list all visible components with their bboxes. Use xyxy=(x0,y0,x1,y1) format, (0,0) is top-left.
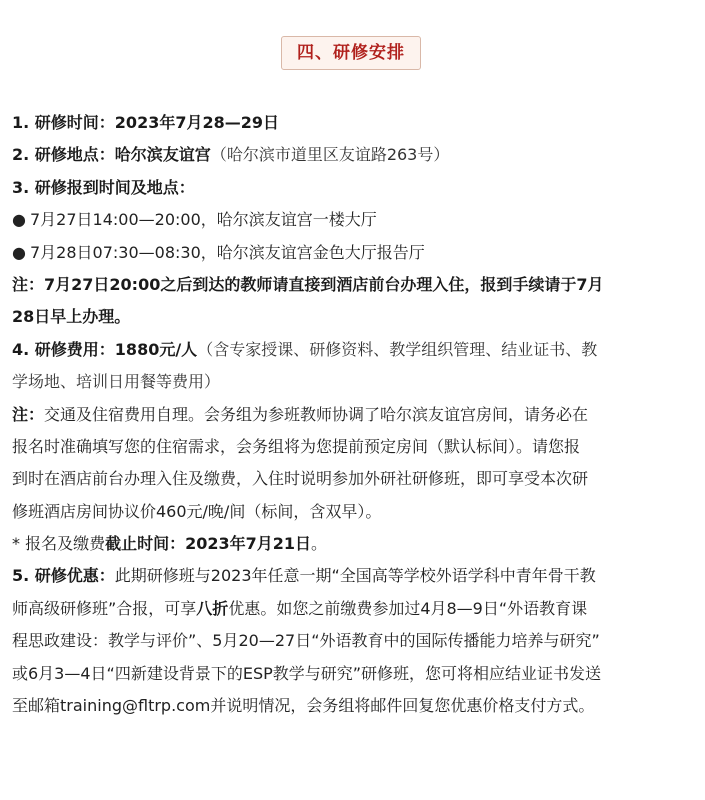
note2-line-2: 报名时准确填写您的住宿需求，会务组将为您提前预定房间（默认标间）。请您报 xyxy=(12,436,581,456)
discount-label: 5. 研修优惠： xyxy=(12,566,115,586)
discount-text-b: 优惠。如您之前缴费参加过4月8—9日“外语教育课 xyxy=(228,598,588,618)
bullet-text: 7月28日07:30—08:30，哈尔滨友谊宫金色大厅报告厅 xyxy=(30,242,425,262)
time-value: 2023年7月28—29日 xyxy=(114,113,279,132)
discount-text: 此期研修班与2023年任意一期“全国高等学校外语学科中青年骨干教 xyxy=(114,566,596,586)
discount-text-a: 师高级研修班”合报，可享 xyxy=(12,598,197,618)
note2-text: 交通及住宿费用自理。会务组为参班教师协调了哈尔滨友谊宫房间，请务必在 xyxy=(44,404,589,424)
bullet-icon: ● xyxy=(12,210,26,230)
note1-line-2: 28日早上办理。 xyxy=(12,307,131,327)
item-fee xyxy=(12,334,692,366)
discount-line-5: 至邮箱training@fltrp.com并说明情况，会务组将邮件回复您优惠价格支付方式。 xyxy=(12,696,595,716)
discount-line-2 xyxy=(12,593,692,625)
note1-line-1: 注：7月27日20:00之后到达的教师请直接到酒店前台办理入住，报到手续请于7月 xyxy=(12,274,604,294)
bullet-text: 7月27日14:00—20:00，哈尔滨友谊宫一楼大厅 xyxy=(30,210,377,230)
deadline-value: 截止时间：2023年7月21日 xyxy=(105,534,312,554)
registration-bullet-1 xyxy=(12,204,692,236)
note2-line-4: 修班酒店房间协议价460元/晚/间（标间，含双早）。 xyxy=(12,501,382,521)
discount-line-3: 程思政建设：教学与评价”、5月20—27日“外语教育中的国际传播能力培养与研究” xyxy=(12,631,600,651)
discount-rate: 八折 xyxy=(196,598,229,618)
registration-label: 3. 研修报到时间及地点： xyxy=(12,177,195,197)
section-title: 四、研修安排 xyxy=(281,36,421,70)
note2-line-1 xyxy=(12,399,692,431)
deadline-line xyxy=(12,528,692,560)
fee-value: 1880元/人 xyxy=(114,339,198,359)
item-time xyxy=(12,107,692,139)
note2-line-3: 到时在酒店前台办理入住及缴费，入住时说明参加外研社研修班，即可享受本次研 xyxy=(12,469,589,489)
place-label: 2. 研修地点： xyxy=(12,145,115,165)
place-address: （哈尔滨市道里区友谊路263号） xyxy=(210,145,450,165)
arrangement-content xyxy=(12,107,692,722)
item-place xyxy=(12,139,692,171)
registration-bullet-2 xyxy=(12,237,692,269)
deadline-suffix: 。 xyxy=(311,534,328,554)
fee-detail: （含专家授课、研修资料、教学组织管理、结业证书、教 xyxy=(197,339,598,359)
fee-label: 4. 研修费用： xyxy=(12,339,115,359)
fee-line-2: 学场地、培训日用餐等费用） xyxy=(12,372,221,392)
deadline-prefix: * 报名及缴费 xyxy=(12,534,106,554)
place-venue: 哈尔滨友谊宫 xyxy=(114,145,211,165)
time-label: 1. 研修时间： xyxy=(12,113,115,132)
discount-line-4: 或6月3—4日“四新建设背景下的ESP教学与研究”研修班，您可将相应结业证书发送 xyxy=(12,663,602,683)
item-registration xyxy=(12,172,692,204)
note2-label: 注： xyxy=(12,404,45,424)
discount-line-1 xyxy=(12,560,692,592)
bullet-icon: ● xyxy=(12,242,26,262)
